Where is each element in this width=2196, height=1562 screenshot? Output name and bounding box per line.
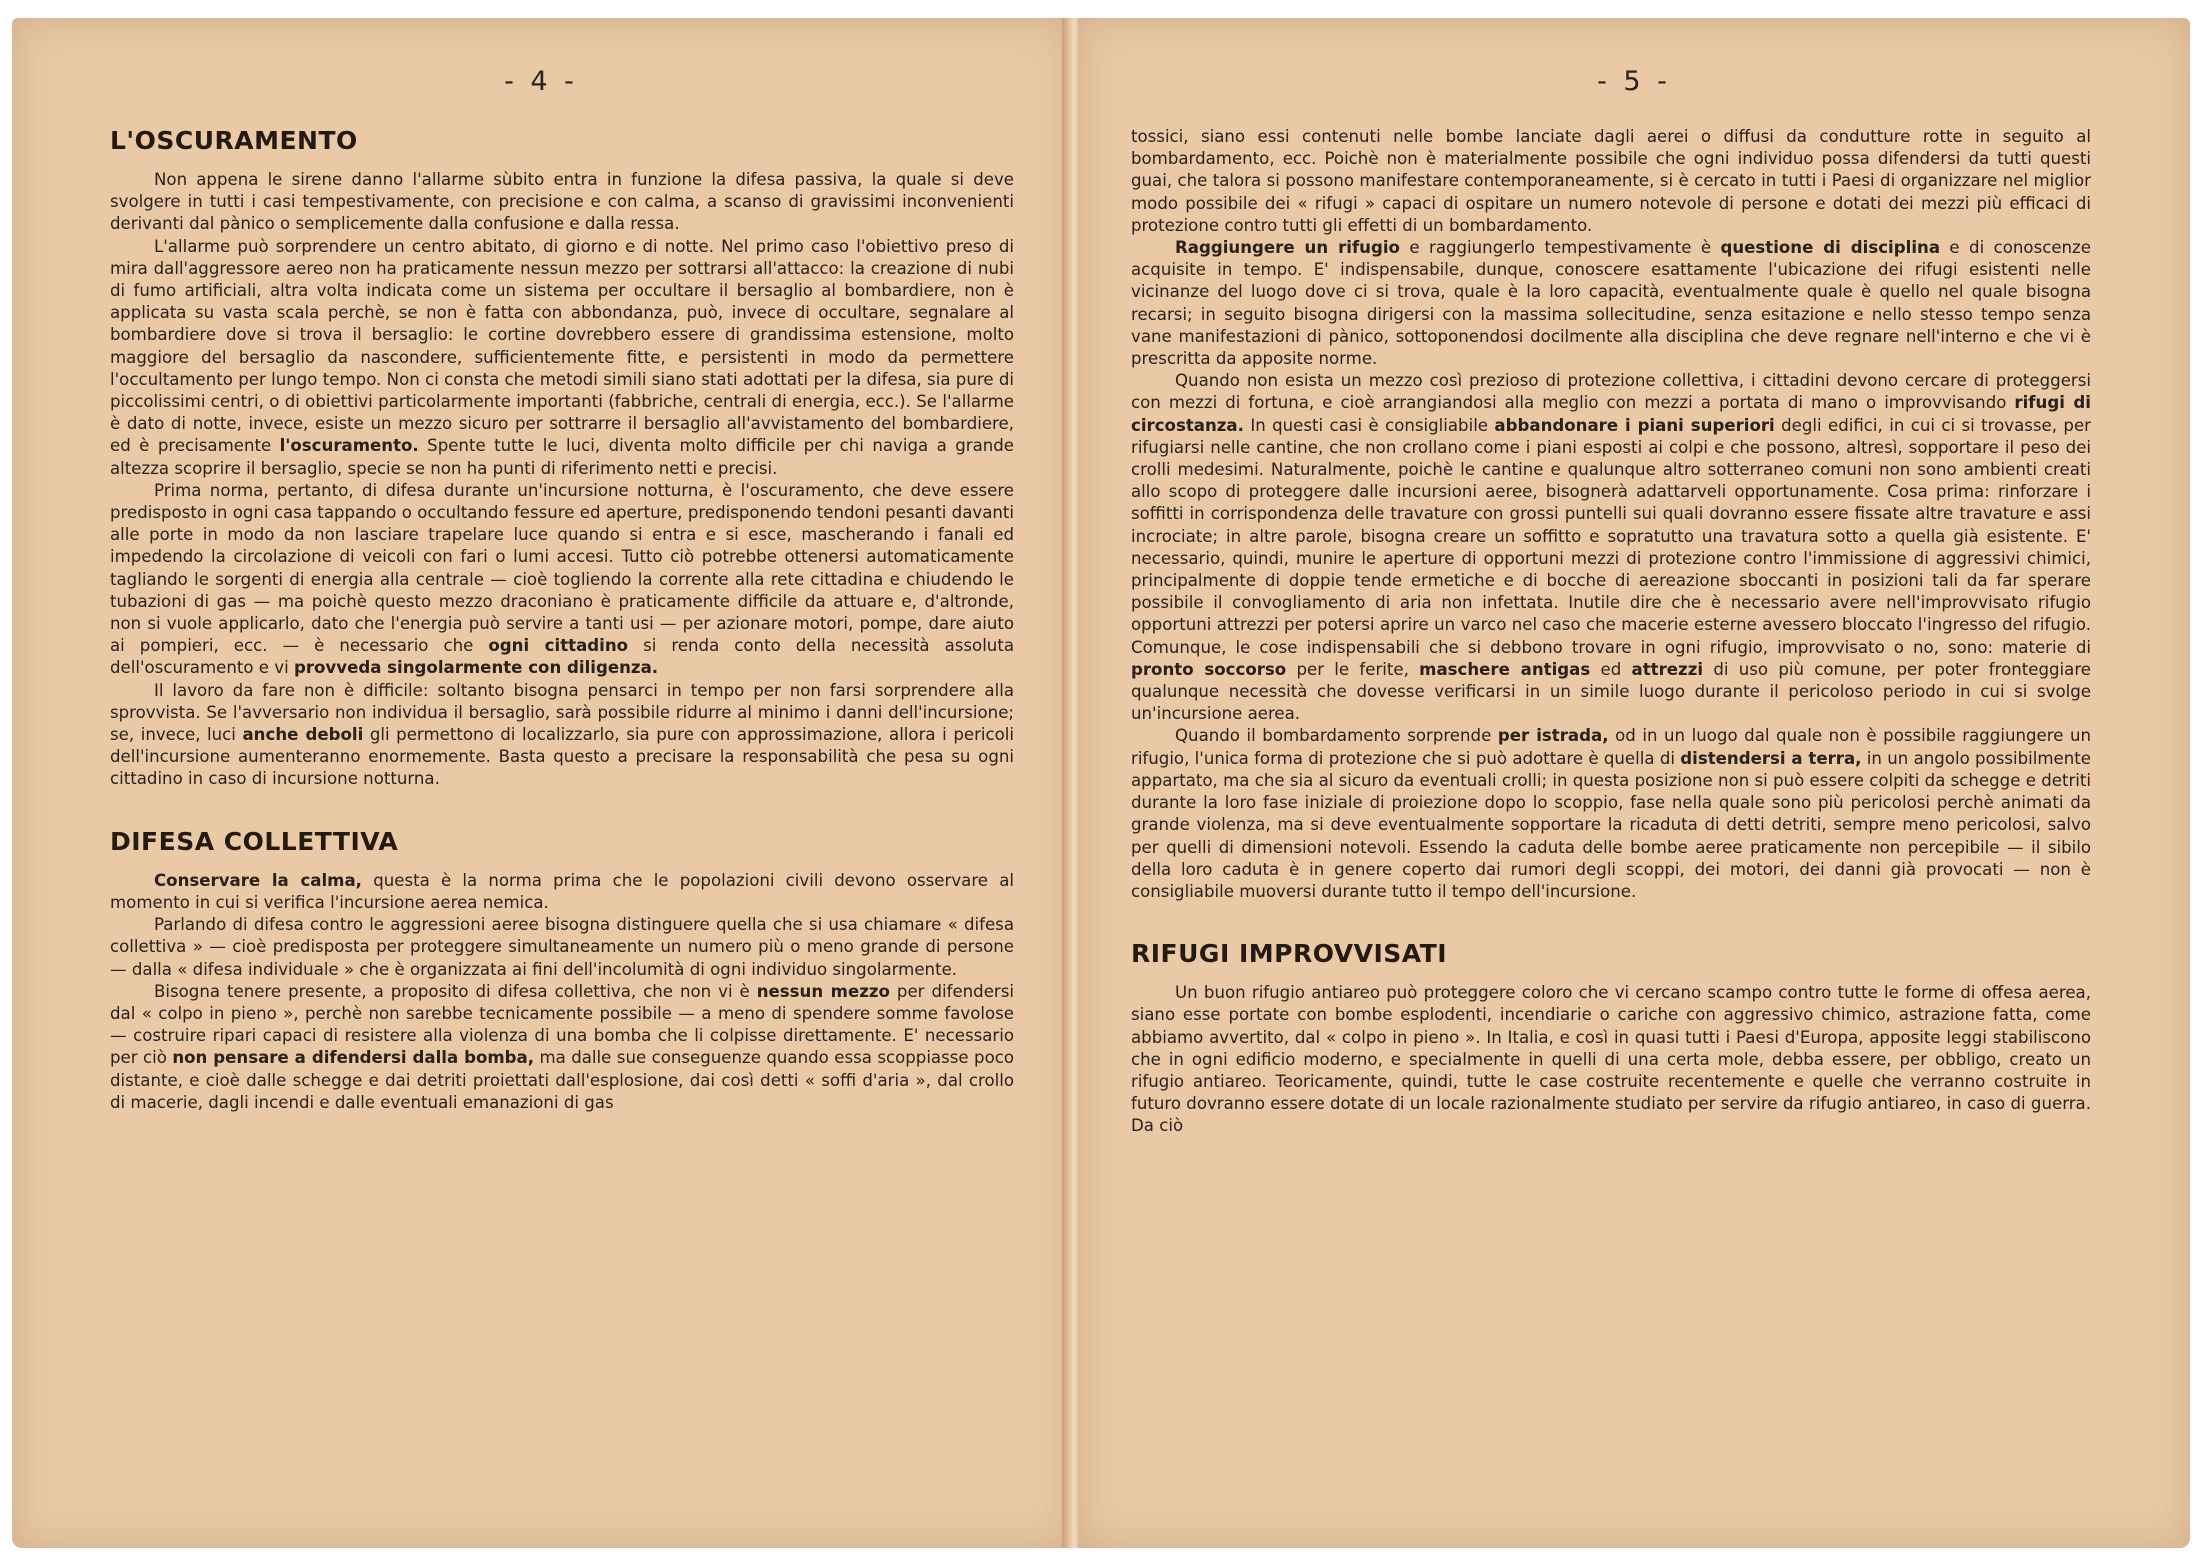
paragraph: Prima norma, pertanto, di difesa durante un'incursione notturna, è l'oscuramento, che deve essere predisposto in ogni casa tappando o occultando fessure ed aperture, predisponendo tendoni pesanti davanti alle porte in modo da non lasciare trapelare luce quando si entra e si esce, mascherando i fanali ed impedendo la circolazione di veicoli con fari o lumi accesi. Tutto ciò potrebbe ottenersi automaticamente tagliando le sorgenti di energia alla centrale — cioè togliendo la corrente alla rete cittadina e chiudendo le tubazioni di gas — ma poichè questo mezzo draconiano è praticamente difficile da attuare e, d'altronde, non si vuole applicarlo, dato che l'energia può servire a tanti usi — per azionare motori, pompe, dare aiuto ai pompieri, ecc. — è necessario che ogni cittadino si renda conto della necessità assoluta dell'oscuramento e vi provveda singolarmente con diligenza. (110, 480, 1014, 678)
paragraph: Conservare la calma, questa è la norma prima che le popolazioni civili devono osservare al momento in cui si verifica l'incursione aerea nemica. (110, 870, 1014, 912)
page-number: - 4 - (504, 66, 578, 97)
left-page (12, 18, 1070, 1548)
section-heading-difesa-collettiva: DIFESA COLLETTIVA (110, 826, 399, 856)
paragraph: Quando il bombardamento sorprende per istrada, od in un luogo dal quale non è possibile raggiungere un rifugio, l'unica forma di protezione che si può adottare è quella di distendersi a terra, in un angolo possibilmente appartato, ma che sia al sicuro da eventuali crolli; in questa posizione non si può essere colpiti da schegge e detriti durante la loro fase iniziale di proiezione dopo lo scoppio, fase nella quale sono più pericolosi perchè animati da grande violenza, ma si deve eventualmente sopportare la ricaduta di detti detriti, sempre meno pericolosi, salvo per quelli di dimensioni notevoli. Essendo la caduta delle bombe aeree praticamente non percepibile — il sibilo della loro caduta è in genere coperto dai rumori degli scoppi, dei motori, dei danni già provocati — non è consigliabile muoversi durante tutto il tempo dell'incursione. (1131, 726, 2091, 901)
paragraph: Parlando di difesa contro le aggressioni aeree bisogna distinguere quella che si usa chiamare « difesa collettiva » — cioè predisposta per proteggere simultaneamente un numero più o meno grande di persone — dalla « difesa individuale » che è organizzata ai fini dell'incolumità di ogni individuo singolarmente. (110, 915, 1014, 979)
paragraph: L'allarme può sorprendere un centro abitato, di giorno e di notte. Nel primo caso l'obiettivo preso di mira dall'aggressore aereo non ha praticamente nessun mezzo per sottrarsi all'attacco: la creazione di nubi di fumo artificiali, altra volta indicata come un sistema per occultare il bersaglio al bombardiere, non è applicata su vasta scala perchè, se non è fatta con abbondanza, può, invece di occultare, segnalare al bombardiere dove si trova il bersaglio: le cortine dovrebbero essere di grandissima estensione, molto maggiore del bersaglio da nascondere, sufficientemente fitte, e persistenti in modo da permettere l'occultamento per lungo tempo. Non ci consta che metodi simili siano stati adottati per la difesa, sia pure di piccolissimi centri, o di obiettivi particolarmente importanti (fabbriche, centrali di energia, ecc.). Se l'allarme è dato di notte, invece, esiste un mezzo sicuro per sottrarre il bersaglio all'avvistamento del bombardiere, ed è precisamente l'oscuramento. Spente tutte le luci, diventa molto difficile per chi naviga a grande altezza scoprire il bersaglio, specie se non ha punti di riferimento netti e precisi. (110, 236, 1014, 478)
section-heading-oscuramento: L'OSCURAMENTO (110, 126, 358, 155)
paragraph: Quando non esista un mezzo così prezioso di protezione collettiva, i cittadini devono cercare di proteggersi con mezzi di fortuna, e cioè arrangiandosi alla meglio con mezzi a portata di mano o improvvisando rifugi di circostanza. In questi casi è consigliabile abbandonare i piani superiori degli edifici, in cui ci si trovasse, per rifugiarsi nelle cantine, che non crollano come i piani esposti ai colpi e che possono, altresì, sopportare il peso dei crolli medesimi. Naturalmente, poichè le cantine e qualunque altro sotterraneo comuni non sono ambienti creati allo scopo di proteggere dalle incursioni aeree, bisognerà adattarveli opportunamente. Cosa prima: rinforzare i soffitti in corrispondenza delle travature con grossi puntelli sui quali dovranno essere fissate altre travature e assi incrociate; in altre parole, bisogna creare un soffitto e sopratutto una travatura sotto a quella già esistente. E' necessario, quindi, munire le aperture di opportuni mezzi di protezione contro l'immissione di aggressivi chimici, principalmente di doppie tende ermetiche e di bocche di aereazione sboccanti in posizioni tali da far sperare possibile il convogliamento di aria non infettata. Inutile dire che è necessario avere nell'improvvisato rifugio opportuni attrezzi per potersi aprire un varco nel caso che macerie esterne avessero bloccato l'ingresso del rifugio. Comunque, le cose indispensabili che si debbono trovare in ogni rifugio, improvvisato o no, sono: materie di pronto soccorso per le ferite, maschere antigas ed attrezzi di uso più comune, per poter fronteggiare qualunque necessità che dovesse verificarsi in un simile luogo durante il pericoloso periodo in cui si svolge un'incursione aerea. (1131, 371, 2092, 724)
right-page-body (1131, 126, 2091, 1138)
section-heading-rifugi-improvvisati: RIFUGI IMPROVVISATI (1131, 939, 1448, 969)
left-page-body (110, 126, 1014, 1114)
paragraph: tossici, siano essi contenuti nelle bombe lanciate dagli aerei o diffusi da condutture rotte in seguito al bombardamento, ecc. Poichè non è materialmente possibile che ogni individuo possa difendersi da tutti questi guai, che talora si possono manifestare contemporaneamente, si è cercato in tutti i Paesi di organizzare nel miglior modo possibile dei « rifugi » capaci di ospitare un numero notevole di persone e dotati dei mezzi più efficaci di protezione contro tutti gli effetti di un bombardamento. (1131, 127, 2091, 235)
paragraph: Il lavoro da fare non è difficile: soltanto bisogna pensarci in tempo per non farsi sorprendere alla sprovvista. Se l'avversario non individua il bersaglio, sarà possibile ridurre al minimo i danni dell'incursione; se, invece, luci anche deboli gli permettono di localizzarlo, sia pure con approssimazione, allora i pericoli dell'incursione aumenteranno enormemente. Basta questo a precisare la responsabilità che pesa su ogni cittadino in caso di incursione notturna. (110, 680, 1014, 789)
paragraph: Raggiungere un rifugio e raggiungerlo tempestivamente è questione di disciplina e di conoscenze acquisite in tempo. E' indispensabile, dunque, conoscere esattamente l'ubicazione dei rifugi esistenti nelle vicinanze del luogo dove ci si trova, quale è la loro capacità, eventualmente quale è quello nel quale bisogna recarsi; in seguito bisogna dirigersi con la massima sollecitudine, senza esitazione e nello stesso tempo senza vane manifestazioni di pànico, sottoponendosi docilmente alla disciplina che deve regnare nell'interno e che vi è prescritta da apposite norme. (1131, 238, 2091, 369)
paragraph: Un buon rifugio antiareo può proteggere coloro che vi cercano scampo contro tutte le forme di offesa aerea, siano esse portate con bombe esplodenti, incendiarie o cariche con aggressivo chimico, astrazione fatta, come abbiamo avvertito, dal « colpo in pieno ». In Italia, e così in quasi tutti i Paesi d'Europa, apposite leggi stabiliscono che in ogni edificio moderno, e specialmente in quelli di una certa mole, debba essere, per obbligo, creato un rifugio antiareo. Teoricamente, quindi, tutte le case costruite recentemente e quelle che verranno costruite in futuro dovranno essere dotate di un locale razionalmente studiato per servire da rifugio antiareo, in caso di guerra. Da ciò (1131, 983, 2091, 1136)
paragraph: Non appena le sirene danno l'allarme sùbito entra in funzione la difesa passiva, la quale si deve svolgere in tutti i casi tempestivamente, con precisione e con calma, a scanso di gravissimi inconvenienti derivanti dal pànico o semplicemente dalla confusione e dalla ressa. (110, 170, 1014, 234)
page-number: - 5 - (1597, 66, 1671, 97)
right-page (1078, 18, 2190, 1548)
paragraph: Bisogna tenere presente, a proposito di difesa collettiva, che non vi è nessun mezzo per difendersi dal « colpo in pieno », perchè non sarebbe tecnicamente possibile — a meno di spendere somme favolose — costruire ripari capaci di resistere alla violenza di una bomba che li colpisse direttamente. E' necessario per ciò non pensare a difendersi dalla bomba, ma dalle sue conseguenze quando essa scoppiasse poco distante, e cioè dalle schegge e dai detriti proiettati dall'esplosione, dai così detti « soffi d'aria », dal crollo di macerie, dagli incendi e dalle eventuali emanazioni di gas (110, 981, 1014, 1112)
